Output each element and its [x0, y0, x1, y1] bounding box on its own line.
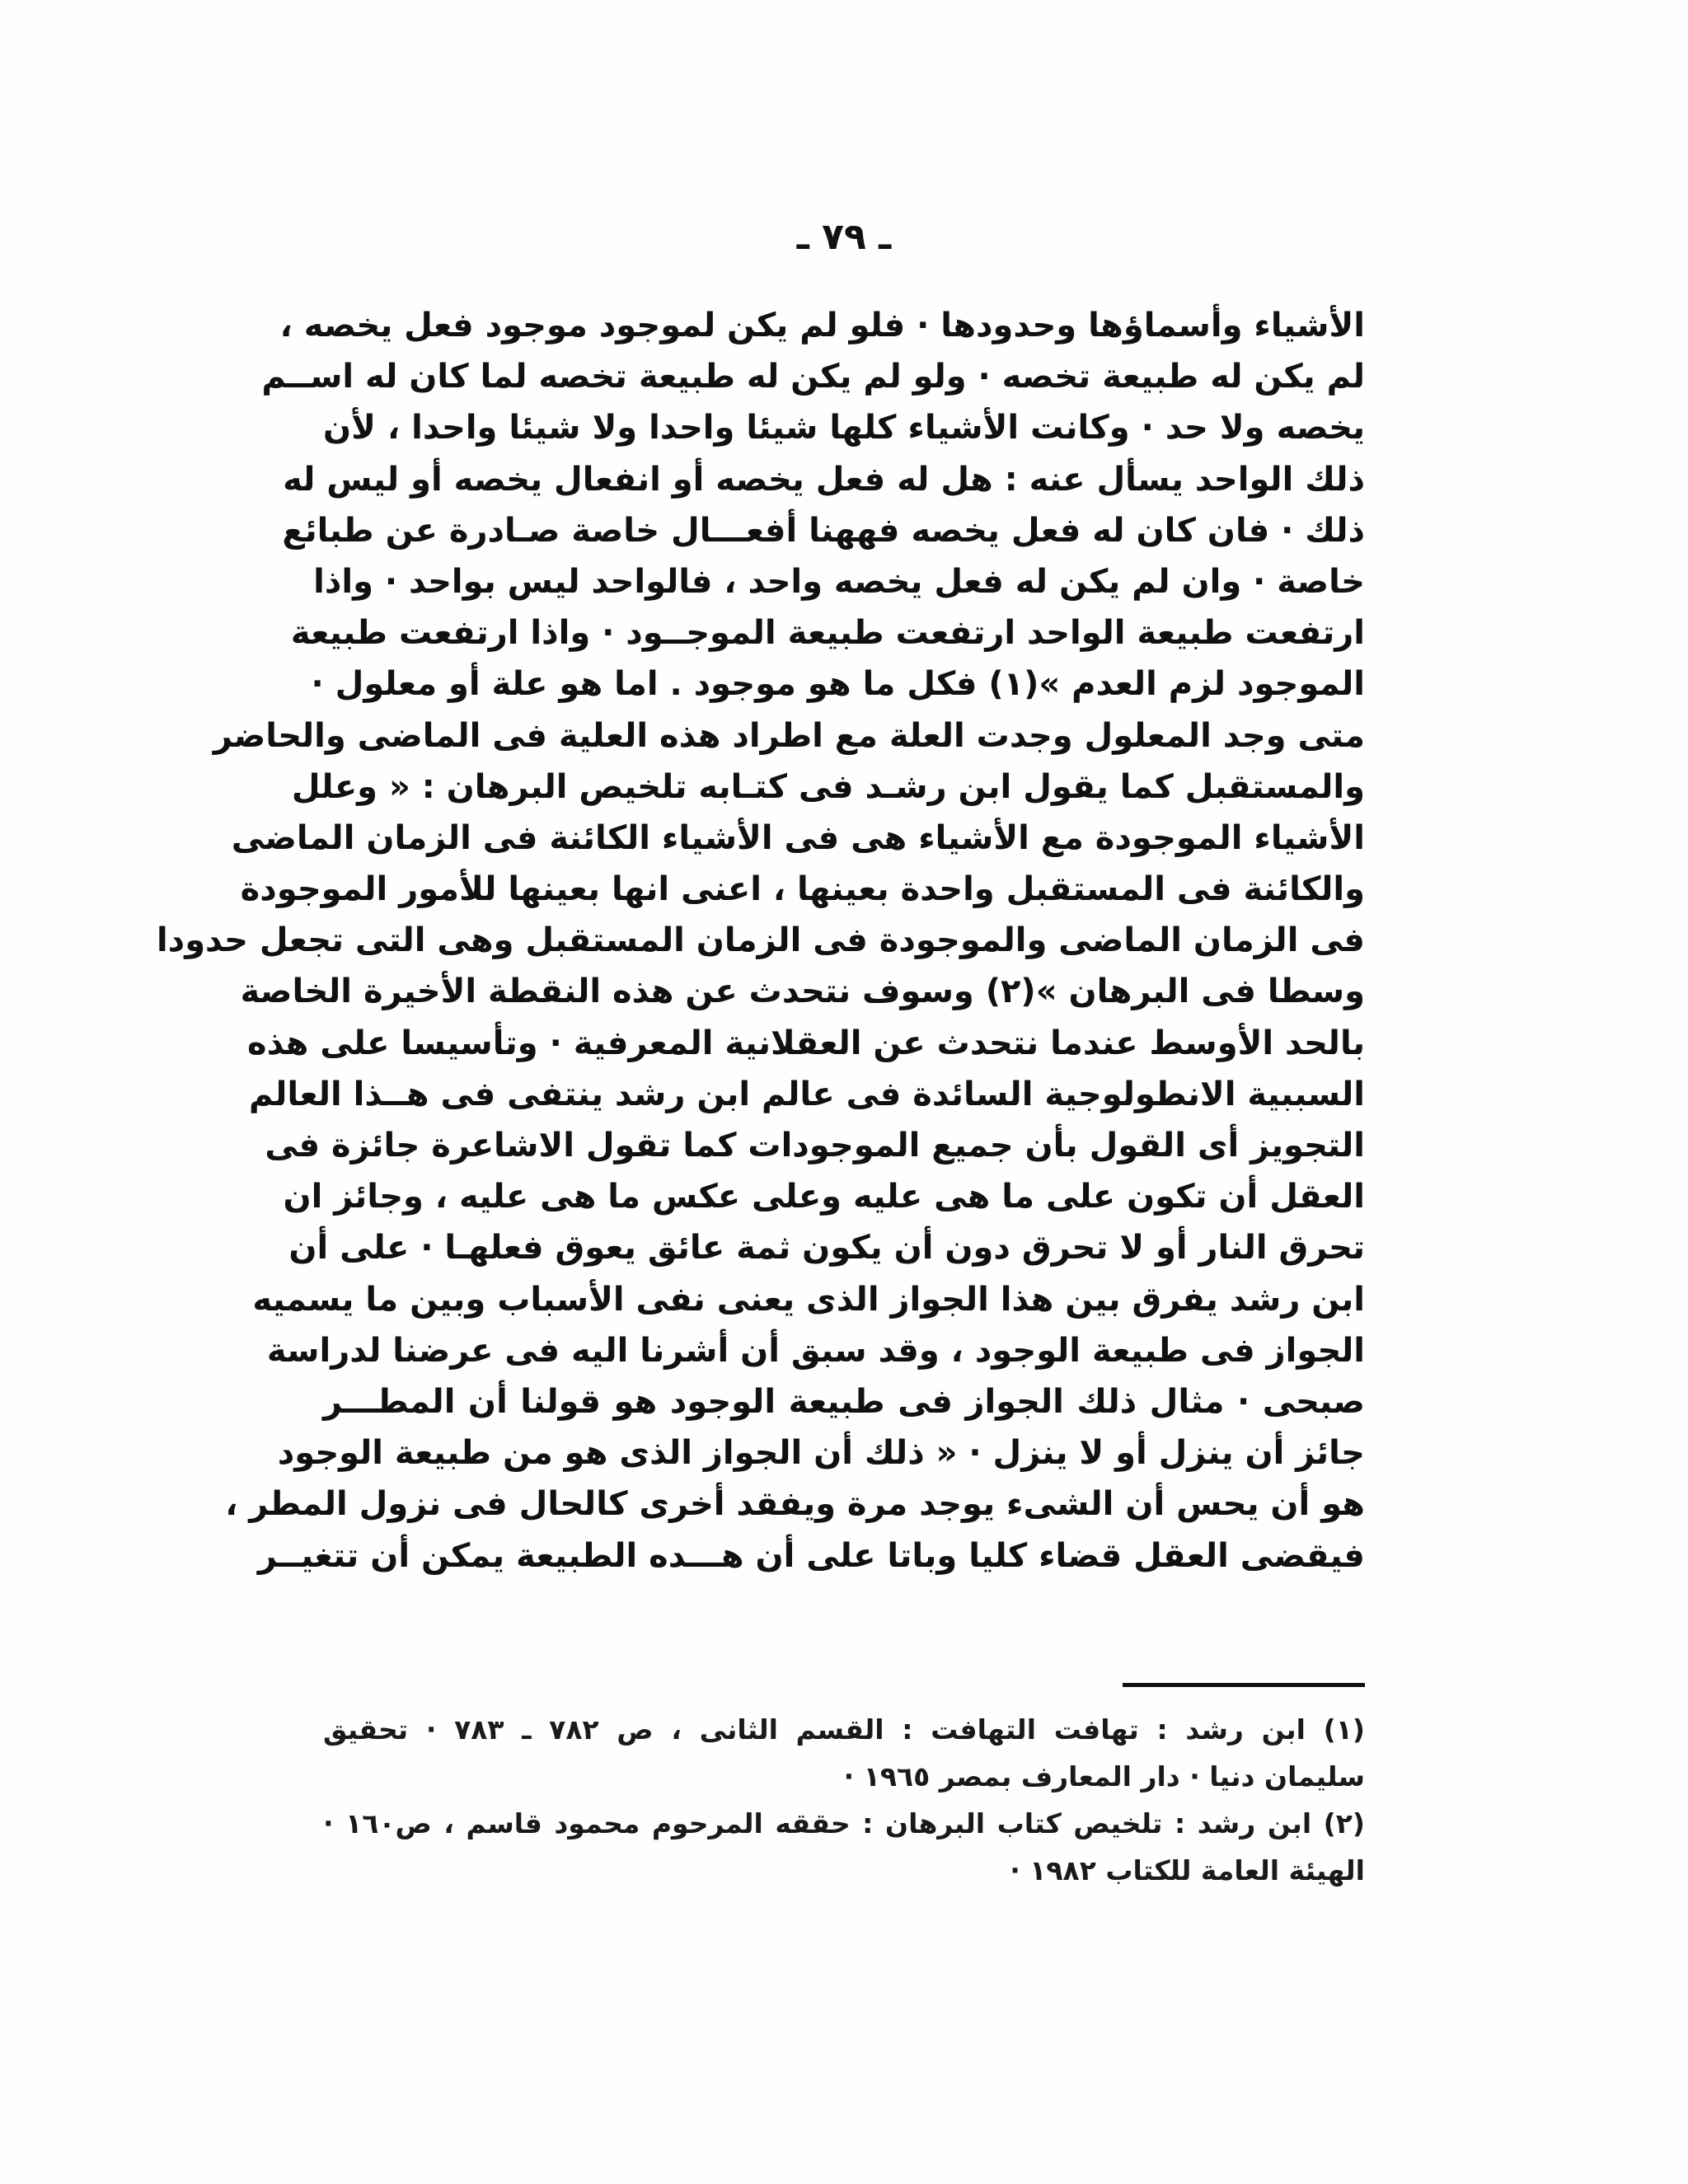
body-line: التجويز أى القول بأن جميع الموجودات كما تقول الاشاعرة جائزة فى — [265, 1127, 1365, 1165]
body-line: لم يكن له طبيعة تخصه · ولو لم يكن له طبيعة تخصه لما كان له اســم — [261, 358, 1365, 396]
body-line: ارتفعت طبيعة الواحد ارتفعت طبيعة الموجــود · واذا ارتفعت طبيعة — [290, 614, 1365, 653]
body-line: الأشياء الموجودة مع الأشياء هى فى الأشياء الكائنة فى الزمان الماضى — [231, 818, 1365, 857]
body-line: خاصة · وان لم يكن له فعل يخصه واحد ، فالواحد ليس بواحد · واذا — [313, 562, 1365, 601]
body-text — [156, 300, 1365, 1582]
body-line: الموجود لزم العدم »(١) فكل ما هو موجود . اما هو علة أو معلول · — [311, 665, 1365, 704]
body-line: الأشياء وأسماؤها وحدودها · فلو لم يكن لموجود موجود فعل يخصه ، — [279, 307, 1365, 344]
body-line: والكائنة فى المستقبل واحدة بعينها ، اعنى انها بعينها للأمور الموجودة — [240, 870, 1365, 909]
footnote-line: سليمان دنيا · دار المعارف بمصر ١٩٦٥ · — [843, 1760, 1365, 1793]
footnote-line: الهيئة العامة للكتاب ١٩٨٢ · — [1010, 1854, 1365, 1886]
body-line: ذلك الواحد يسأل عنه : هل له فعل يخصه أو انفعال يخصه أو ليس له — [283, 460, 1365, 499]
body-line: ذلك · فان كان له فعل يخصه فههنا أفعـــال خاصة صـادرة عن طبائع — [282, 511, 1365, 550]
body-line: ابن رشد يفرق بين هذا الجواز الذى يعنى نفى الأسباب وبين ما يسميه — [252, 1280, 1365, 1319]
body-line: الجواز فى طبيعة الوجود ، وقد سبق أن أشرنا اليه فى عرضنا لدراسة — [266, 1331, 1365, 1370]
body-line: بالحد الأوسط عندما نتحدث عن العقلانية المعرفية · وتأسيسا على هذه — [246, 1024, 1365, 1062]
body-line: وسطا فى البرهان »(٢) وسوف نتحدث عن هذه النقطة الأخيرة الخاصة — [240, 972, 1365, 1011]
body-line: صبحى · مثال ذلك الجواز فى طبيعة الوجود هو قولنا أن المطـــر — [323, 1382, 1365, 1421]
body-line: العقل أن تكون على ما هى عليه وعلى عكس ما هى عليه ، وجائز ان — [283, 1178, 1365, 1216]
body-line: والمستقبل كما يقول ابن رشـد فى كتـابه تلخيص البرهان : « وعلل — [291, 767, 1365, 806]
body-line: فيقضى العقل قضاء كليا وباتا على أن هـــده الطبيعة يمكن أن تتغيــر — [257, 1536, 1365, 1575]
body-line: يخصه ولا حد · وكانت الأشياء كلها شيئا واحدا ولا شيئا واحدا ، لأن — [323, 409, 1365, 448]
body-line: متى وجد المعلول وجدت العلة مع اطراد هذه العلية فى الماضى والحاضر — [213, 716, 1365, 755]
footnote-line: (١) ابن رشد : تهافت التهافت : القسم الثانى ، ص ٧٨٢ ـ ٧٨٣ · تحقيق — [323, 1713, 1366, 1746]
footnote-line: (٢) ابن رشد : تلخيص كتاب البرهان : حققه المرحوم محمود قاسم ، ص١٦٠ · — [323, 1807, 1365, 1840]
footnote-divider — [1123, 1683, 1365, 1687]
body-line: جائز أن ينزل أو لا ينزل · « ذلك أن الجواز الذى هو من طبيعة الوجود — [277, 1434, 1365, 1473]
footnotes — [323, 1706, 1365, 1894]
page-number: ـ ٧٩ ـ — [796, 216, 892, 258]
body-line: فى الزمان الماضى والموجودة فى الزمان المستقبل وهى التى تجعل حدودا — [156, 921, 1365, 960]
body-line: هو أن يحس أن الشىء يوجد مرة ويفقد أخرى كالحال فى نزول المطر ، — [225, 1485, 1365, 1524]
body-line: السببية الانطولوجية السائدة فى عالم ابن رشد ينتفى فى هــذا العالم — [249, 1075, 1365, 1113]
body-line: تحرق النار أو لا تحرق دون أن يكون ثمة عائق يعوق فعلهـا · على أن — [288, 1229, 1365, 1268]
